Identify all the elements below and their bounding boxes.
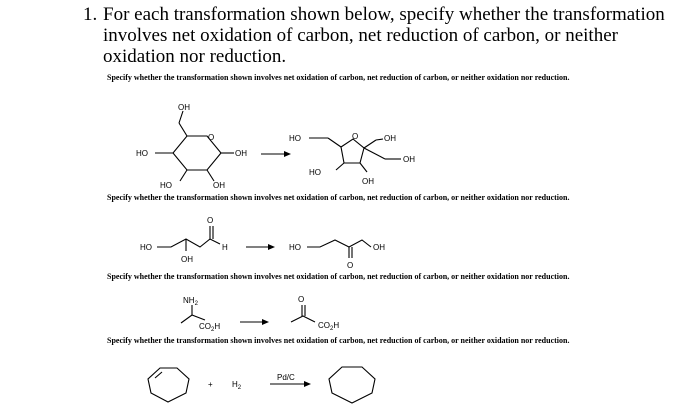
reaction-arrow-4-head xyxy=(304,381,311,387)
label-h2: $H_2$ xyxy=(232,380,242,391)
label-ho-left: HO xyxy=(136,149,148,158)
reaction-arrow-2-head xyxy=(268,244,275,250)
instruction-4: Specify whether the transformation shown involves net oxidation of carbon, net reduction of carbon, or neither oxidation nor reduction. xyxy=(107,336,570,345)
product-keto-acid xyxy=(291,295,339,332)
label-ho-bottom: HO xyxy=(160,181,172,190)
reaction-arrow-3-head xyxy=(262,319,269,325)
label-ho-product: HO xyxy=(289,134,301,143)
label-ho-product-2: HO xyxy=(289,243,301,252)
reactant-cycloheptene xyxy=(148,368,189,402)
label-ketone-o: O xyxy=(347,261,354,270)
plus-sign: + xyxy=(208,380,213,389)
instruction-3: Specify whether the transformation shown involves net oxidation of carbon, net reduction of carbon, or neither oxidation nor reduction. xyxy=(107,272,570,281)
label-nh2: $NH_2$ xyxy=(183,296,198,307)
instruction-2: Specify whether the transformation shown involves net oxidation of carbon, net reduction of carbon, or neither oxidation nor reduction. xyxy=(107,193,570,202)
label-oh-right-product: OH xyxy=(403,155,415,164)
reagent-pd-c: Pd/C xyxy=(277,373,295,382)
label-ho-lower-product: HO xyxy=(309,168,321,177)
product-furanose xyxy=(289,132,415,186)
label-oh-top: OH xyxy=(178,103,190,112)
label-oh-upper-product: OH xyxy=(384,134,396,143)
label-ring-o: O xyxy=(208,133,215,142)
product-hydroxy-ketone xyxy=(289,240,385,270)
instruction-1: Specify whether the transformation shown involves net oxidation of carbon, net reduction of carbon, or neither oxidation nor reduction. xyxy=(107,73,570,82)
label-ring-o-product: O xyxy=(352,132,359,141)
label-oh-right: OH xyxy=(235,149,247,158)
label-oh-bottom: OH xyxy=(213,181,225,190)
label-carbonyl-o: O xyxy=(207,216,214,225)
label-aldehyde-h: H xyxy=(222,243,228,252)
label-co2h-product: $CO_2H$ xyxy=(318,321,340,332)
product-cycloheptane xyxy=(329,367,375,403)
reactant-hydroxy-aldehyde xyxy=(140,216,228,264)
question-text: For each transformation shown below, specify whether the transformation involves net oxidation of carbon, net reduction of carbon, or neither oxidation nor reduction. xyxy=(103,4,665,67)
reaction-arrow-1-head xyxy=(284,151,291,157)
label-oh-reactant-2: OH xyxy=(181,255,193,264)
label-keto-o: O xyxy=(298,295,305,304)
reactant-amino-acid xyxy=(181,296,220,333)
label-ho-reactant-2: HO xyxy=(140,243,152,252)
reactant-pyranose xyxy=(136,103,247,190)
label-oh-bottom-product: OH xyxy=(362,177,374,186)
label-co2h-reactant: $CO_2H$ xyxy=(199,322,221,333)
question-number: 1. xyxy=(83,4,98,25)
label-oh-product-2: OH xyxy=(373,243,385,252)
